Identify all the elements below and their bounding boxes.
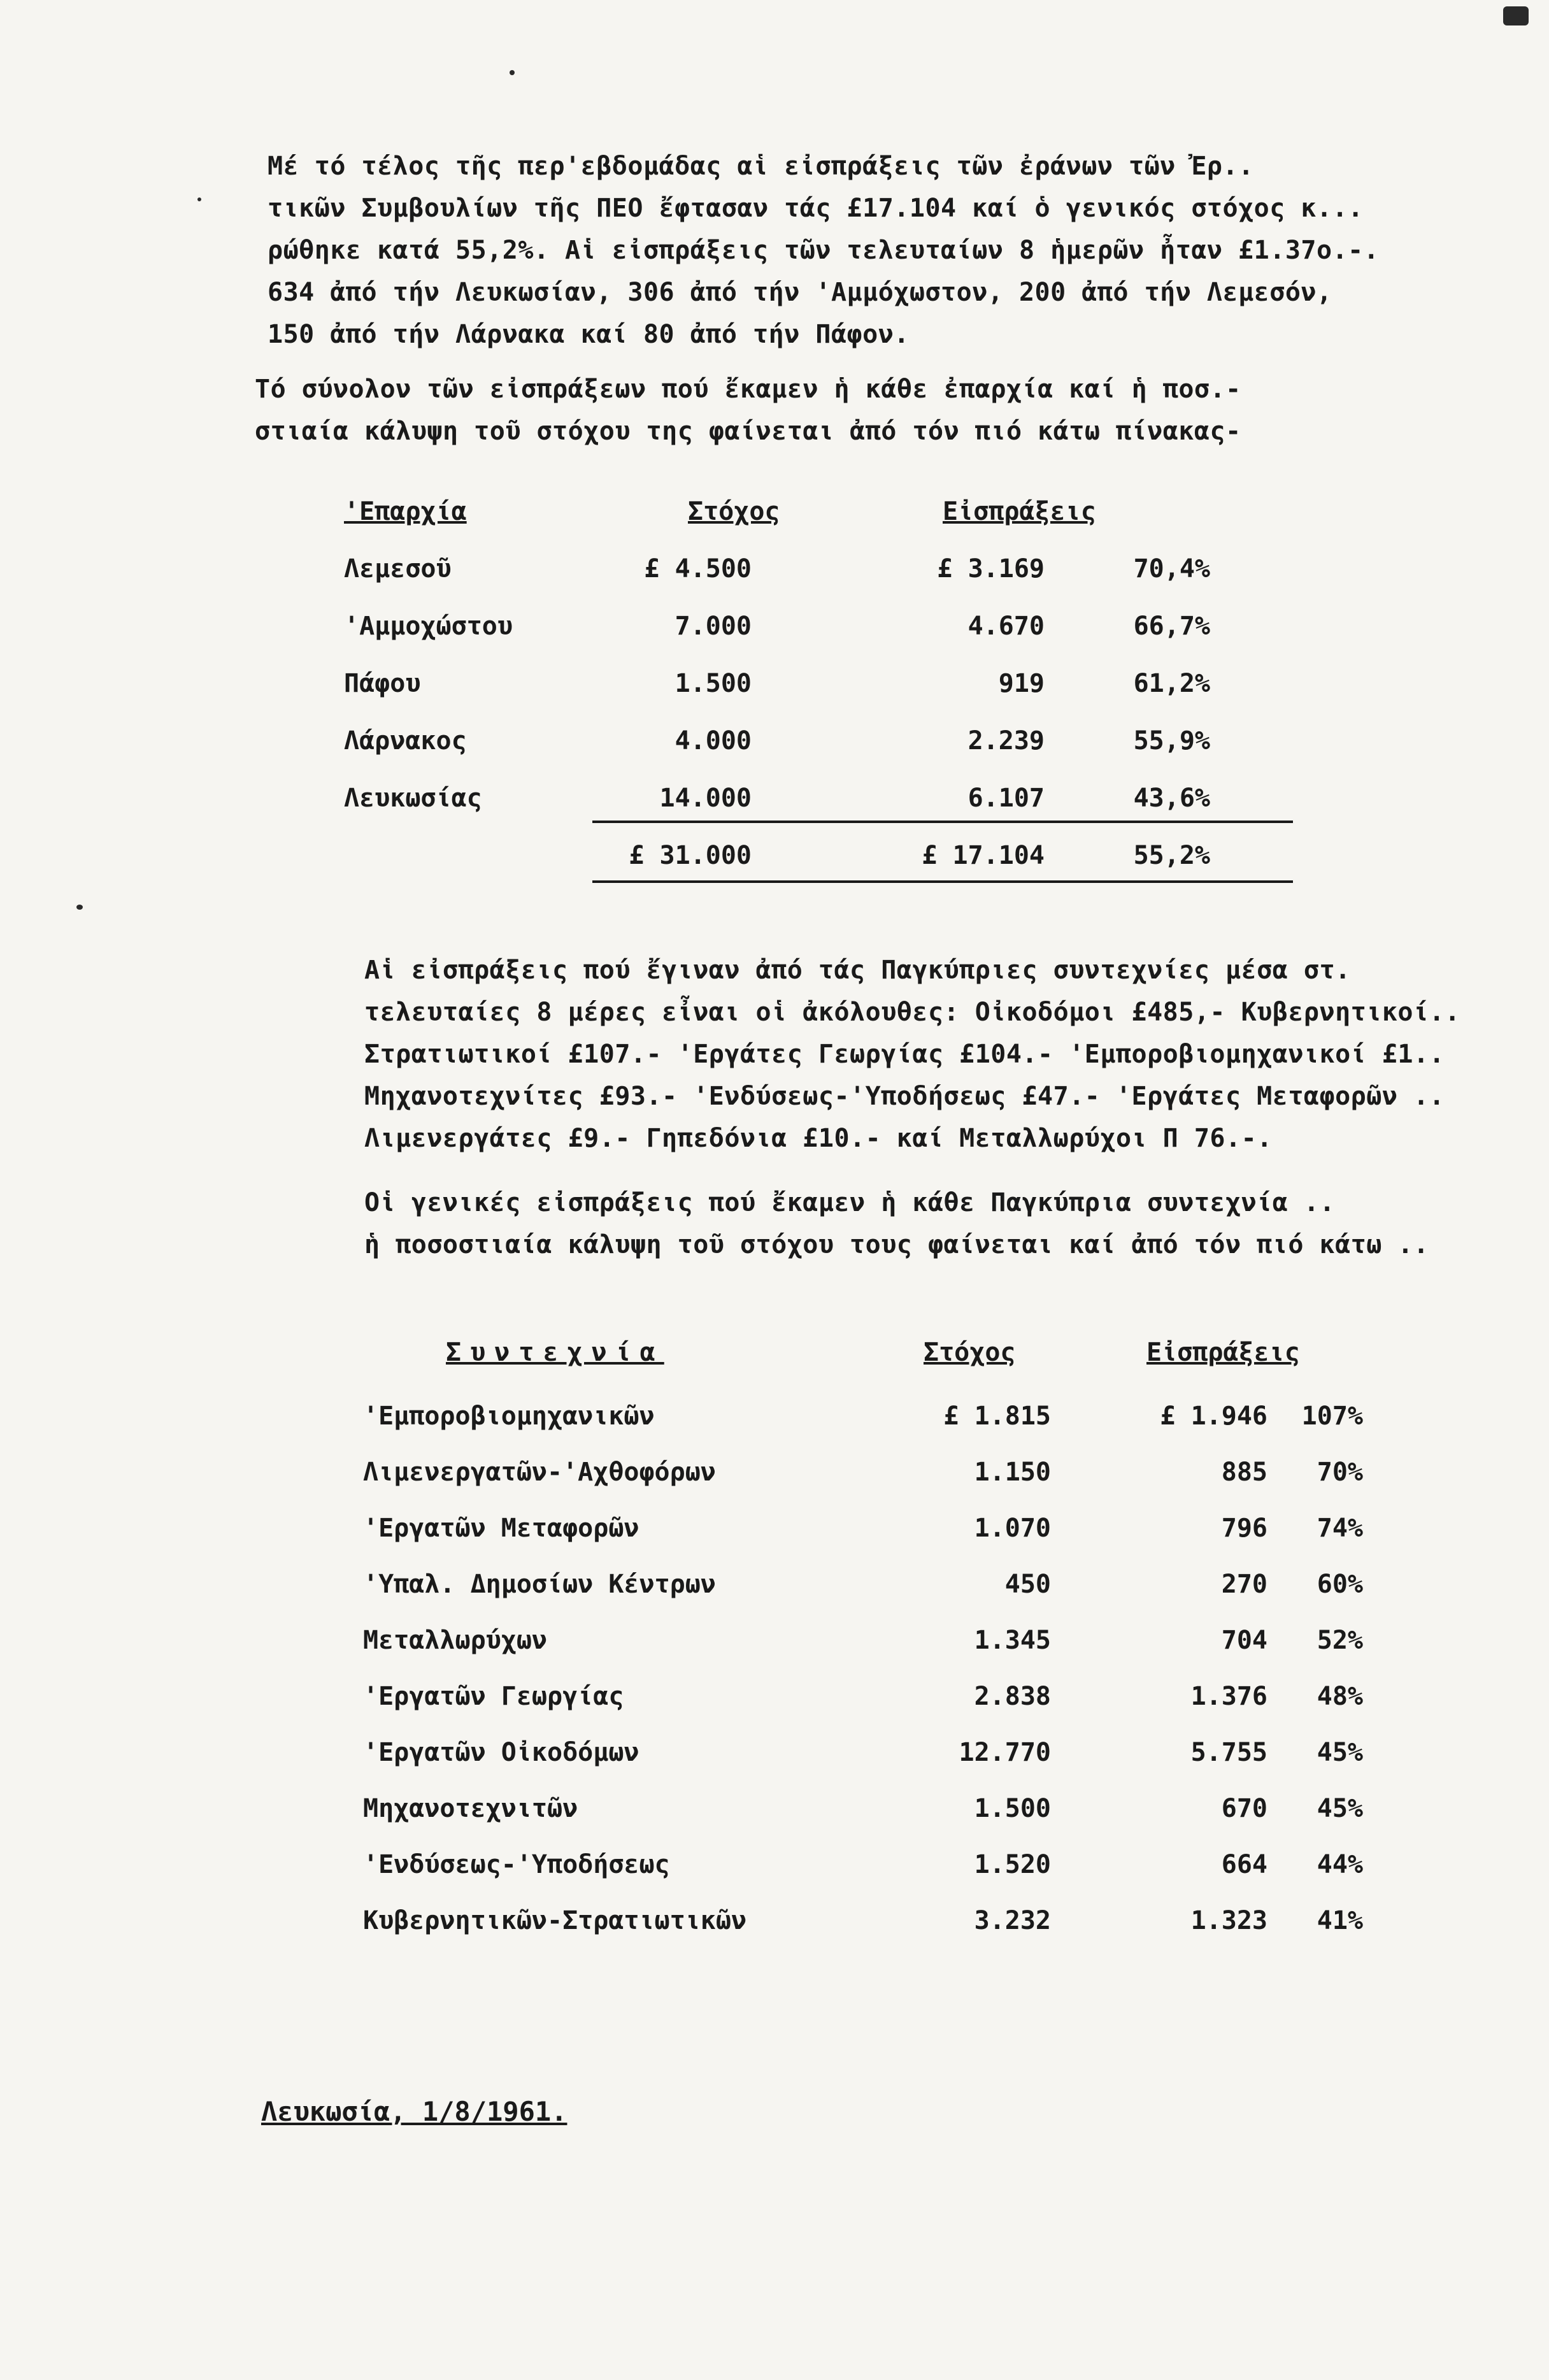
scan-speck bbox=[76, 905, 83, 910]
scan-speck bbox=[510, 70, 515, 75]
receipts-cell: 2.239 bbox=[967, 726, 1045, 756]
text-line: τελευταίες 8 μέρες εἶναι οἱ ἀκόλουθες: Οἰκοδόμοι £485,- Κυβερνητικοί.. bbox=[364, 998, 1460, 1027]
table-row bbox=[344, 669, 1299, 726]
target-cell: 1.520 bbox=[974, 1850, 1051, 1879]
percent-cell: 74% bbox=[1317, 1514, 1363, 1543]
receipts-cell: 704 bbox=[1221, 1626, 1267, 1655]
target-cell: 1.500 bbox=[675, 669, 752, 698]
intro-paragraph bbox=[268, 145, 1380, 355]
percent-cell: 55,9% bbox=[1133, 726, 1210, 756]
target-cell: 7.000 bbox=[675, 612, 752, 641]
percent-cell: 70,4% bbox=[1133, 554, 1210, 584]
target-cell: 1.150 bbox=[974, 1458, 1051, 1487]
target-cell: 4.000 bbox=[675, 726, 752, 756]
target-cell: 1.345 bbox=[974, 1626, 1051, 1655]
percent-cell: 45% bbox=[1317, 1738, 1363, 1767]
total-rule bbox=[592, 880, 1293, 883]
text-line: Τό σύνολον τῶν εἰσπράξεων πού ἔκαμεν ἡ κάθε ἐπαρχία καί ἡ ποσ.- bbox=[255, 375, 1241, 404]
percent-cell: 43,6% bbox=[1133, 784, 1210, 813]
receipts-cell: 270 bbox=[1221, 1570, 1267, 1599]
percent-cell: 52% bbox=[1317, 1626, 1363, 1655]
percent-cell: 70% bbox=[1317, 1458, 1363, 1487]
target-cell: 450 bbox=[1004, 1570, 1051, 1599]
text-line: 150 ἀπό τήν Λάρνακα καί 80 ἀπό τήν Πάφον. bbox=[268, 320, 910, 349]
receipts-cell: £ 1.946 bbox=[1160, 1401, 1267, 1431]
text-line: Αἱ εἰσπράξεις πού ἔγιναν ἀπό τάς Παγκύπριες συντεχνίες μέσα στ. bbox=[364, 956, 1351, 985]
union-name: Μεταλλωρύχων bbox=[363, 1626, 547, 1655]
union-name: 'Εμποροβιομηχανικῶν bbox=[363, 1401, 655, 1431]
district-header: 'Επαρχία bbox=[344, 497, 467, 526]
text-line: Λιμενεργάτες £9.- Γηπεδόνια £10.- καί Μεταλλωρύχοι Π 76.-. bbox=[364, 1124, 1273, 1153]
table-header-row bbox=[363, 1338, 1382, 1401]
table-row bbox=[363, 1682, 1382, 1738]
receipts-cell: £ 3.169 bbox=[937, 554, 1045, 584]
receipts-cell: 670 bbox=[1221, 1794, 1267, 1823]
union-table bbox=[363, 1338, 1382, 1962]
receipts-header: Εἰσπράξεις bbox=[943, 497, 1096, 526]
text-line: Μέ τό τέλος τῆς περ'εβδομάδας αἱ εἰσπράξεις τῶν ἐράνων τῶν Ἐρ.. bbox=[268, 152, 1254, 181]
target-cell: 12.770 bbox=[959, 1738, 1051, 1767]
percent-cell: 41% bbox=[1317, 1906, 1363, 1935]
percent-cell: 45% bbox=[1317, 1794, 1363, 1823]
table-row bbox=[344, 612, 1299, 669]
receipts-cell: 5.755 bbox=[1190, 1738, 1267, 1767]
union-name: 'Υπαλ. Δημοσίων Κέντρων bbox=[363, 1570, 716, 1599]
receipts-cell: 919 bbox=[998, 669, 1045, 698]
table-row bbox=[363, 1906, 1382, 1962]
receipts-cell: 6.107 bbox=[967, 784, 1045, 813]
district-intro-paragraph bbox=[255, 368, 1350, 452]
table-row bbox=[363, 1514, 1382, 1570]
table-total-row bbox=[344, 841, 1299, 898]
target-cell: £ 1.815 bbox=[943, 1401, 1051, 1431]
text-line: στιαία κάλυψη τοῦ στόχου της φαίνεται ἀπό τόν πιό κάτω πίνακας- bbox=[255, 417, 1241, 446]
union-name: Μηχανοτεχνιτῶν bbox=[363, 1794, 578, 1823]
target-cell: 2.838 bbox=[974, 1682, 1051, 1711]
text-line: ρώθηκε κατά 55,2%. Αἱ εἰσπράξεις τῶν τελευταίων 8 ἡμερῶν ἦταν £1.37ο.-. bbox=[268, 236, 1380, 265]
table-row bbox=[363, 1458, 1382, 1514]
district-name: Λευκωσίας bbox=[344, 784, 482, 813]
union-name: 'Εργατῶν Γεωργίας bbox=[363, 1682, 624, 1711]
district-name: Λάρνακος bbox=[344, 726, 467, 756]
union-header: Συντεχνία bbox=[446, 1338, 664, 1367]
weekly-receipts-paragraph bbox=[364, 949, 1460, 1159]
union-name: Κυβερνητικῶν-Στρατιωτικῶν bbox=[363, 1906, 747, 1935]
receipts-header: Εἰσπράξεις bbox=[1146, 1338, 1300, 1367]
target-cell: 3.232 bbox=[974, 1906, 1051, 1935]
scan-corner-mark bbox=[1503, 6, 1529, 25]
table-row bbox=[363, 1850, 1382, 1906]
union-name: 'Εργατῶν Μεταφορῶν bbox=[363, 1514, 639, 1543]
text-line: Στρατιωτικοί £107.- 'Εργάτες Γεωργίας £104.- 'Εμποροβιομηχανικοί £1.. bbox=[364, 1040, 1445, 1069]
total-percent-cell: 55,2% bbox=[1133, 841, 1210, 870]
text-line: Μηχανοτεχνίτες £93.- 'Ενδύσεως-'Υποδήσεως £47.- 'Εργάτες Μεταφορῶν .. bbox=[364, 1082, 1445, 1111]
target-cell: 1.070 bbox=[974, 1514, 1051, 1543]
target-header: Στόχος bbox=[924, 1338, 1016, 1367]
district-name: Πάφου bbox=[344, 669, 421, 698]
union-name: 'Εργατῶν Οἰκοδόμων bbox=[363, 1738, 639, 1767]
union-intro-paragraph bbox=[364, 1182, 1460, 1266]
table-row bbox=[344, 726, 1299, 784]
district-table bbox=[344, 497, 1299, 898]
table-row bbox=[363, 1738, 1382, 1794]
percent-cell: 60% bbox=[1317, 1570, 1363, 1599]
table-row bbox=[344, 554, 1299, 612]
table-row bbox=[344, 784, 1299, 841]
receipts-cell: 4.670 bbox=[967, 612, 1045, 641]
percent-cell: 44% bbox=[1317, 1850, 1363, 1879]
scan-speck bbox=[197, 197, 201, 201]
table-row bbox=[363, 1626, 1382, 1682]
subtotal-rule bbox=[592, 821, 1293, 823]
target-cell: £ 4.500 bbox=[644, 554, 752, 584]
receipts-cell: 664 bbox=[1221, 1850, 1267, 1879]
total-receipts-cell: £ 17.104 bbox=[922, 841, 1045, 870]
union-name: 'Ενδύσεως-'Υποδήσεως bbox=[363, 1850, 670, 1879]
target-cell: 14.000 bbox=[659, 784, 752, 813]
percent-cell: 61,2% bbox=[1133, 669, 1210, 698]
percent-cell: 48% bbox=[1317, 1682, 1363, 1711]
receipts-cell: 1.376 bbox=[1190, 1682, 1267, 1711]
percent-cell: 107% bbox=[1301, 1401, 1363, 1431]
target-header: Στόχος bbox=[688, 497, 780, 526]
text-line: τικῶν Συμβουλίων τῆς ΠΕΟ ἔφτασαν τάς £17.104 καί ὁ γενικός στόχος κ... bbox=[268, 194, 1364, 223]
receipts-cell: 1.323 bbox=[1190, 1906, 1267, 1935]
receipts-cell: 796 bbox=[1221, 1514, 1267, 1543]
text-line: 634 ἀπό τήν Λευκωσίαν, 306 ἀπό τήν 'Αμμόχωστον, 200 ἀπό τήν Λεμεσόν, bbox=[268, 278, 1332, 307]
receipts-cell: 885 bbox=[1221, 1458, 1267, 1487]
table-header-row bbox=[344, 497, 1299, 554]
table-row bbox=[363, 1794, 1382, 1850]
text-line: ἡ ποσοστιαία κάλυψη τοῦ στόχου τους φαίνεται καί ἀπό τόν πιό κάτω .. bbox=[364, 1230, 1429, 1259]
table-row bbox=[363, 1401, 1382, 1458]
document-date: Λευκωσία, 1/8/1961. bbox=[261, 2096, 567, 2127]
percent-cell: 66,7% bbox=[1133, 612, 1210, 641]
district-name: 'Αμμοχώστου bbox=[344, 612, 513, 641]
target-cell: 1.500 bbox=[974, 1794, 1051, 1823]
district-name: Λεμεσοῦ bbox=[344, 554, 452, 584]
text-line: Οἱ γενικές εἰσπράξεις πού ἔκαμεν ἡ κάθε Παγκύπρια συντεχνία .. bbox=[364, 1188, 1336, 1217]
total-target-cell: £ 31.000 bbox=[629, 841, 752, 870]
union-name: Λιμενεργατῶν-'Αχθοφόρων bbox=[363, 1458, 716, 1487]
table-row bbox=[363, 1570, 1382, 1626]
